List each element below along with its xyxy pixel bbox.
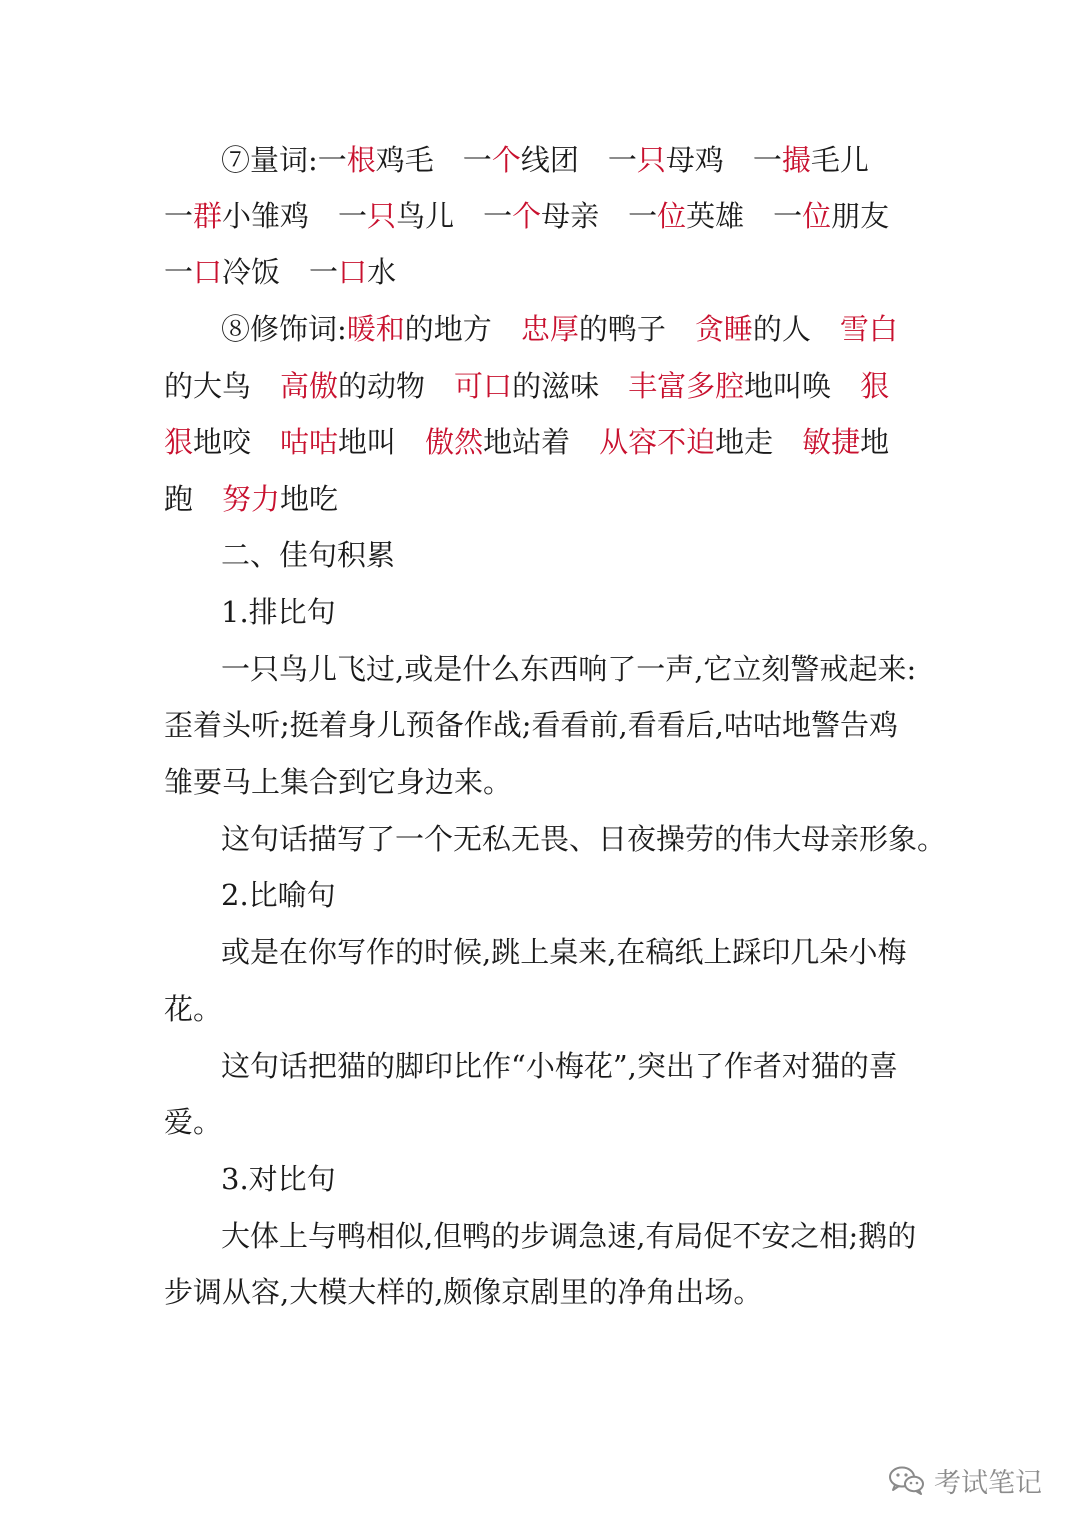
text-segment: 朋友 [831, 199, 890, 233]
highlighted-word: 群 [193, 199, 223, 233]
text-segment: 鸡毛 一 [375, 143, 492, 177]
highlighted-word: 高傲 [280, 369, 339, 403]
text-line [221, 1159, 1080, 1199]
text-line [221, 1216, 1080, 1256]
highlighted-word: 丰富多腔 [628, 369, 745, 403]
text-segment: 毛儿 [810, 143, 869, 177]
text-line [164, 1272, 1080, 1312]
text-segment: 母鸡 一 [665, 143, 782, 177]
highlighted-word: 敏捷 [802, 425, 861, 459]
text-segment: 一 [164, 199, 194, 233]
highlighted-word: 贪睡 [694, 312, 753, 346]
text-segment: 一只鸟儿飞过,或是什么东西响了一声,它立刻警戒起来: [221, 652, 917, 686]
watermark [888, 1460, 1042, 1500]
text-line [221, 309, 1080, 349]
text-segment: 花。 [164, 992, 223, 1026]
text-line [164, 705, 1080, 745]
text-line [164, 989, 1080, 1029]
text-segment: 线团 一 [520, 143, 637, 177]
watermark-text: 考试笔记 [934, 1467, 1042, 1499]
text-line [221, 140, 1080, 180]
text-line [221, 875, 1080, 915]
text-segment: 冷饭 一 [222, 255, 339, 289]
highlighted-word: 狠 [860, 369, 890, 403]
text-segment: 地叫 [338, 425, 426, 459]
text-line [221, 535, 1080, 575]
highlighted-word: 忠厚 [520, 312, 579, 346]
highlighted-word: 从容不迫 [599, 425, 716, 459]
text-segment: 的地方 [404, 312, 521, 346]
text-segment: 这句话描写了一个无私无畏、日夜操劳的伟大母亲形象。 [221, 822, 947, 856]
text-line [164, 1102, 1080, 1142]
text-segment: 水 [367, 255, 397, 289]
highlighted-word: 可口 [454, 369, 513, 403]
text-line [164, 366, 1080, 406]
text-segment: 地吃 [280, 482, 339, 516]
highlighted-word: 狠 [164, 425, 194, 459]
highlighted-word: 位 [657, 199, 687, 233]
text-segment: 3.对比句 [221, 1162, 336, 1196]
text-segment: 的鸭子 [578, 312, 695, 346]
text-segment: ⑦量词:一 [221, 143, 347, 177]
text-line [221, 819, 1080, 859]
text-segment: 或是在你写作的时候,跳上桌来,在稿纸上踩印几朵小梅 [221, 935, 907, 969]
text-segment: 地叫唤 [744, 369, 861, 403]
text-line [164, 252, 1080, 292]
text-segment: 雏要马上集合到它身边来。 [164, 765, 513, 799]
highlighted-word: 根 [346, 143, 376, 177]
highlighted-word: 雪白 [839, 312, 898, 346]
highlighted-word: 个 [512, 199, 542, 233]
highlighted-word: 口 [338, 255, 368, 289]
text-segment: 歪着头听;挺着身儿预备作战;看看前,看看后,咕咕地警告鸡 [164, 708, 898, 742]
text-segment: 小雏鸡 一 [222, 199, 368, 233]
text-line [221, 649, 1080, 689]
text-segment: 大体上与鸭相似,但鸭的步调急速,有局促不安之相;鹅的 [221, 1219, 917, 1253]
text-line [221, 592, 1080, 632]
text-line [164, 422, 1080, 462]
highlighted-word: 傲然 [425, 425, 484, 459]
text-segment: 的人 [752, 312, 840, 346]
text-segment: 的滋味 [512, 369, 629, 403]
text-segment: 1.排比句 [221, 595, 336, 629]
text-segment: 这句话把猫的脚印比作“小梅花”,突出了作者对猫的喜 [221, 1049, 898, 1083]
text-segment: 地走 [715, 425, 803, 459]
text-line [164, 479, 1080, 519]
highlighted-word: 努力 [222, 482, 281, 516]
highlighted-word: 暖和 [346, 312, 405, 346]
text-segment: 英雄 一 [686, 199, 803, 233]
text-segment: 的大鸟 [164, 369, 281, 403]
highlighted-word: 咕咕 [280, 425, 339, 459]
highlighted-word: 口 [193, 255, 223, 289]
text-line [221, 1046, 1080, 1086]
text-segment: 2.比喻句 [221, 878, 336, 912]
text-segment: 地咬 [193, 425, 281, 459]
highlighted-word: 只 [636, 143, 666, 177]
text-segment: 二、佳句积累 [221, 538, 396, 572]
text-segment: 跑 [164, 482, 223, 516]
text-segment: 的动物 [338, 369, 455, 403]
text-segment: 母亲 一 [541, 199, 658, 233]
highlighted-word: 撮 [781, 143, 811, 177]
text-segment: 爱。 [164, 1105, 223, 1139]
text-segment: 一 [164, 255, 194, 289]
text-segment: 鸟儿 一 [396, 199, 513, 233]
text-line [164, 762, 1080, 802]
highlighted-word: 个 [491, 143, 521, 177]
wechat-icon [888, 1465, 926, 1495]
text-segment: 步调从容,大模大样的,颇像京剧里的净角出场。 [164, 1275, 763, 1309]
text-segment: 地站着 [483, 425, 600, 459]
highlighted-word: 位 [802, 199, 832, 233]
text-segment: 地 [860, 425, 890, 459]
text-line [221, 932, 1080, 972]
highlighted-word: 只 [367, 199, 397, 233]
text-line [164, 196, 1080, 236]
text-segment: ⑧修饰词: [221, 312, 347, 346]
